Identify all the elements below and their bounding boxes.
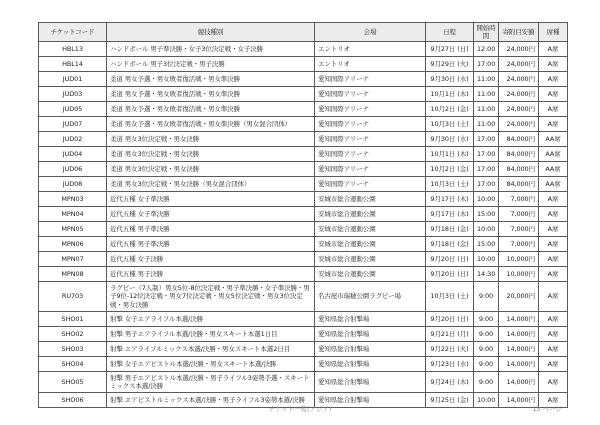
cell-venue: 愛知国際アリーナ <box>315 177 426 192</box>
cell-venue: 安城市総合運動公園 <box>315 222 426 237</box>
cell-date: 9月21日 (月) <box>426 326 474 341</box>
cell-time: 14:30 <box>474 267 499 282</box>
cell-seat: A席 <box>539 72 568 87</box>
column-header-event-type: 競技種別 <box>107 23 315 42</box>
cell-code: SHO06 <box>39 392 107 407</box>
cell-venue: 愛知県総合射撃場 <box>315 341 426 356</box>
cell-date: 9月17日 (木) <box>426 192 474 207</box>
cell-code: SHO03 <box>39 341 107 356</box>
table-row <box>39 267 568 282</box>
cell-code: SHO01 <box>39 311 107 326</box>
column-header-donation-amount: 寄附目安額 <box>499 23 539 42</box>
cell-price: 7,000円 <box>499 207 539 222</box>
cell-event: ハンドボール 男子3位決定戦・男子決勝 <box>107 57 315 72</box>
cell-event: 射撃 女子エアピストル本選/決勝・男女スキート本選/決勝 <box>107 356 315 371</box>
cell-seat: AA席 <box>539 162 568 177</box>
cell-price: 84,000円 <box>499 147 539 162</box>
cell-venue: 愛知国際アリーナ <box>315 87 426 102</box>
cell-code: RU703 <box>39 282 107 311</box>
cell-code: JUD07 <box>39 117 107 132</box>
cell-time: 11:00 <box>474 72 499 87</box>
cell-event: 近代五種 女子決勝 <box>107 252 315 267</box>
table-row <box>39 42 568 57</box>
cell-event: 射撃 エアピストルミックス本選/決勝・男子ライフル3姿勢本選/決勝 <box>107 392 315 407</box>
cell-price: 14,000円 <box>499 311 539 326</box>
cell-code: JUD04 <box>39 147 107 162</box>
cell-event: ラグビー（7人制）男女5位-8位決定戦・男子準決勝・女子準決勝・男子9位-12位決定戦・男女7位決定戦・男女5位決定戦・男女3位決定戦・男女決勝 <box>107 282 315 311</box>
cell-seat: A席 <box>539 311 568 326</box>
cell-code: MPN07 <box>39 252 107 267</box>
table-row <box>39 177 568 192</box>
cell-time: 10:00 <box>474 392 499 407</box>
table-row <box>39 282 568 311</box>
cell-code: MPN05 <box>39 222 107 237</box>
cell-code: SHO04 <box>39 356 107 371</box>
cell-price: 24,000円 <box>499 57 539 72</box>
cell-date: 9月30日 (水) <box>426 132 474 147</box>
ticket-table <box>38 22 568 408</box>
cell-price: 14,000円 <box>499 341 539 356</box>
cell-event: 柔道 男女3位決定戦・男女決勝 <box>107 147 315 162</box>
table-row <box>39 356 568 371</box>
cell-code: JUD03 <box>39 87 107 102</box>
cell-event: 柔道 男女予選・男女敗者復活戦・男女準決勝 <box>107 87 315 102</box>
cell-time: 10:00 <box>474 252 499 267</box>
table-row <box>39 102 568 117</box>
cell-seat: A席 <box>539 57 568 72</box>
cell-date: 9月24日 (木) <box>426 371 474 392</box>
cell-code: JUD01 <box>39 72 107 87</box>
cell-seat: AA席 <box>539 177 568 192</box>
cell-date: 10月2日 (金) <box>426 162 474 177</box>
cell-event: 近代五種 女子準決勝 <box>107 192 315 207</box>
cell-time: 17:00 <box>474 57 499 72</box>
cell-price: 10,000円 <box>499 267 539 282</box>
cell-code: SHO02 <box>39 326 107 341</box>
cell-venue: 愛知国際アリーナ <box>315 147 426 162</box>
cell-seat: A席 <box>539 341 568 356</box>
cell-price: 24,000円 <box>499 87 539 102</box>
footer-title: チケット一覧(アジア) <box>268 405 332 413</box>
cell-seat: A席 <box>539 326 568 341</box>
cell-event: 近代五種 男子準決勝 <box>107 222 315 237</box>
cell-date: 9月20日 (日) <box>426 267 474 282</box>
table-row <box>39 222 568 237</box>
table-row <box>39 87 568 102</box>
cell-price: 24,000円 <box>499 102 539 117</box>
column-header-date: 日程 <box>426 23 474 42</box>
cell-time: 9:00 <box>474 371 499 392</box>
cell-code: MPN04 <box>39 207 107 222</box>
cell-price: 84,000円 <box>499 132 539 147</box>
cell-venue: 愛知県総合射撃場 <box>315 311 426 326</box>
cell-time: 9:00 <box>474 356 499 371</box>
cell-date: 10月2日 (金) <box>426 102 474 117</box>
cell-price: 10,000円 <box>499 252 539 267</box>
cell-seat: A席 <box>539 102 568 117</box>
cell-code: HBL14 <box>39 57 107 72</box>
cell-date: 9月18日 (金) <box>426 237 474 252</box>
cell-venue: 安城市総合運動公園 <box>315 207 426 222</box>
cell-event: 柔道 男女予選・男女敗者復活戦・男女準決勝 <box>107 102 315 117</box>
cell-time: 15:00 <box>474 207 499 222</box>
table-row <box>39 147 568 162</box>
cell-venue: 愛知県総合射撃場 <box>315 356 426 371</box>
cell-time: 11:00 <box>474 87 499 102</box>
cell-event: 柔道 男女3位決定戦・男女決勝 <box>107 162 315 177</box>
cell-code: MPN06 <box>39 237 107 252</box>
cell-event: 射撃 男子エアライフル本選/決勝・男女スキート本選1日目 <box>107 326 315 341</box>
cell-seat: A席 <box>539 237 568 252</box>
cell-date: 9月18日 (金) <box>426 222 474 237</box>
cell-time: 9:00 <box>474 326 499 341</box>
ticket-list-page <box>38 22 568 408</box>
cell-event: 柔道 男女予選・男女敗者復活戦・男女準決勝 <box>107 72 315 87</box>
cell-event: ハンドボール 男子準決勝・女子3位決定戦・女子決勝 <box>107 42 315 57</box>
cell-time: 15:00 <box>474 237 499 252</box>
cell-price: 24,000円 <box>499 42 539 57</box>
cell-date: 10月1日 (木) <box>426 147 474 162</box>
cell-seat: AA席 <box>539 132 568 147</box>
cell-time: 9:00 <box>474 341 499 356</box>
cell-venue: 安城市総合運動公園 <box>315 237 426 252</box>
cell-date: 9月17日 (木) <box>426 207 474 222</box>
cell-seat: A席 <box>539 42 568 57</box>
table-row <box>39 237 568 252</box>
cell-price: 14,000円 <box>499 371 539 392</box>
cell-time: 17:00 <box>474 132 499 147</box>
cell-price: 14,000円 <box>499 326 539 341</box>
cell-venue: 愛知国際アリーナ <box>315 72 426 87</box>
cell-seat: A席 <box>539 87 568 102</box>
cell-venue: 愛知国際アリーナ <box>315 102 426 117</box>
cell-date: 9月29日 (火) <box>426 57 474 72</box>
table-row <box>39 341 568 356</box>
table-row <box>39 252 568 267</box>
cell-date: 9月30日 (水) <box>426 72 474 87</box>
cell-code: MPN08 <box>39 267 107 282</box>
cell-event: 柔道 男女3位決定戦・男女決勝 <box>107 132 315 147</box>
table-row <box>39 132 568 147</box>
cell-code: MPN03 <box>39 192 107 207</box>
cell-venue: 愛知県総合射撃場 <box>315 371 426 392</box>
cell-time: 10:00 <box>474 192 499 207</box>
cell-time: 17:00 <box>474 162 499 177</box>
table-header-row <box>39 23 568 42</box>
cell-time: 11:00 <box>474 102 499 117</box>
cell-price: 84,000円 <box>499 162 539 177</box>
cell-price: 14,000円 <box>499 356 539 371</box>
cell-venue: 名古屋市瑞穂公園ラグビー場 <box>315 282 426 311</box>
cell-event: 柔道 男女3位決定戦・男女決勝（男女混合団体） <box>107 177 315 192</box>
cell-date: 9月23日 (水) <box>426 356 474 371</box>
table-row <box>39 162 568 177</box>
cell-time: 17:00 <box>474 147 499 162</box>
cell-seat: A席 <box>539 392 568 407</box>
cell-venue: 愛知国際アリーナ <box>315 132 426 147</box>
cell-date: 10月3日 (土) <box>426 117 474 132</box>
cell-date: 10月3日 (土) <box>426 177 474 192</box>
cell-price: 7,000円 <box>499 192 539 207</box>
cell-event: 射撃 女子エアライフル本選/決勝 <box>107 311 315 326</box>
cell-venue: 安城市総合運動公園 <box>315 252 426 267</box>
cell-event: 柔道 男女予選・男女敗者復活戦・男女準決勝（男女混合団体） <box>107 117 315 132</box>
cell-seat: A席 <box>539 356 568 371</box>
cell-code: JUD02 <box>39 132 107 147</box>
cell-price: 84,000円 <box>499 177 539 192</box>
cell-venue: 愛知国際アリーナ <box>315 117 426 132</box>
cell-time: 10:00 <box>474 222 499 237</box>
column-header-seat-class: 席種 <box>539 23 568 42</box>
table-row <box>39 57 568 72</box>
cell-date: 9月20日 (日) <box>426 311 474 326</box>
cell-event: 射撃 男子エアピストル本選/決勝・男子ライフル3姿勢予選・スキートミックス本選/決勝 <box>107 371 315 392</box>
page-number: 13 ページ <box>532 405 562 413</box>
cell-code: HBL13 <box>39 42 107 57</box>
table-row <box>39 192 568 207</box>
column-header-start-time: 開始時間 <box>474 23 499 42</box>
table-row <box>39 117 568 132</box>
table-row <box>39 326 568 341</box>
cell-venue: 愛知県総合射撃場 <box>315 392 426 407</box>
cell-price: 24,000円 <box>499 117 539 132</box>
cell-code: SHO05 <box>39 371 107 392</box>
cell-venue: 愛知県総合射撃場 <box>315 326 426 341</box>
cell-venue: 愛知国際アリーナ <box>315 162 426 177</box>
cell-event: 射撃 エアライフルミックス本選/決勝・男女スキート本選2日目 <box>107 341 315 356</box>
cell-event: 近代五種 男子決勝 <box>107 267 315 282</box>
cell-seat: AA席 <box>539 147 568 162</box>
cell-date: 10月3日 (土) <box>426 282 474 311</box>
cell-time: 17:00 <box>474 177 499 192</box>
cell-code: JUD05 <box>39 102 107 117</box>
cell-seat: A席 <box>539 222 568 237</box>
cell-seat: A席 <box>539 371 568 392</box>
cell-code: JUD06 <box>39 162 107 177</box>
table-row <box>39 311 568 326</box>
column-header-ticket-code: チケットコード <box>39 23 107 42</box>
cell-seat: A席 <box>539 282 568 311</box>
ticket-table-body <box>39 42 568 408</box>
cell-time: 12:00 <box>474 42 499 57</box>
cell-venue: エントリオ <box>315 57 426 72</box>
column-header-venue: 会場 <box>315 23 426 42</box>
cell-venue: 安城市総合運動公園 <box>315 267 426 282</box>
cell-price: 20,000円 <box>499 282 539 311</box>
table-row <box>39 371 568 392</box>
cell-seat: A席 <box>539 117 568 132</box>
cell-time: 9:00 <box>474 282 499 311</box>
cell-price: 7,000円 <box>499 237 539 252</box>
cell-time: 9:00 <box>474 311 499 326</box>
cell-date: 9月25日 (金) <box>426 392 474 407</box>
cell-seat: A席 <box>539 267 568 282</box>
cell-seat: A席 <box>539 207 568 222</box>
cell-date: 9月22日 (火) <box>426 341 474 356</box>
table-row <box>39 207 568 222</box>
cell-venue: 安城市総合運動公園 <box>315 192 426 207</box>
cell-seat: A席 <box>539 252 568 267</box>
cell-code: JUD08 <box>39 177 107 192</box>
cell-price: 14,000円 <box>499 392 539 407</box>
cell-event: 近代五種 女子準決勝 <box>107 207 315 222</box>
cell-seat: A席 <box>539 192 568 207</box>
cell-date: 9月20日 (日) <box>426 252 474 267</box>
cell-date: 10月1日 (木) <box>426 87 474 102</box>
cell-time: 11:00 <box>474 117 499 132</box>
cell-price: 24,000円 <box>499 72 539 87</box>
cell-venue: エントリオ <box>315 42 426 57</box>
cell-price: 7,000円 <box>499 222 539 237</box>
table-row <box>39 72 568 87</box>
cell-date: 9月27日 (日) <box>426 42 474 57</box>
cell-event: 近代五種 男子準決勝 <box>107 237 315 252</box>
